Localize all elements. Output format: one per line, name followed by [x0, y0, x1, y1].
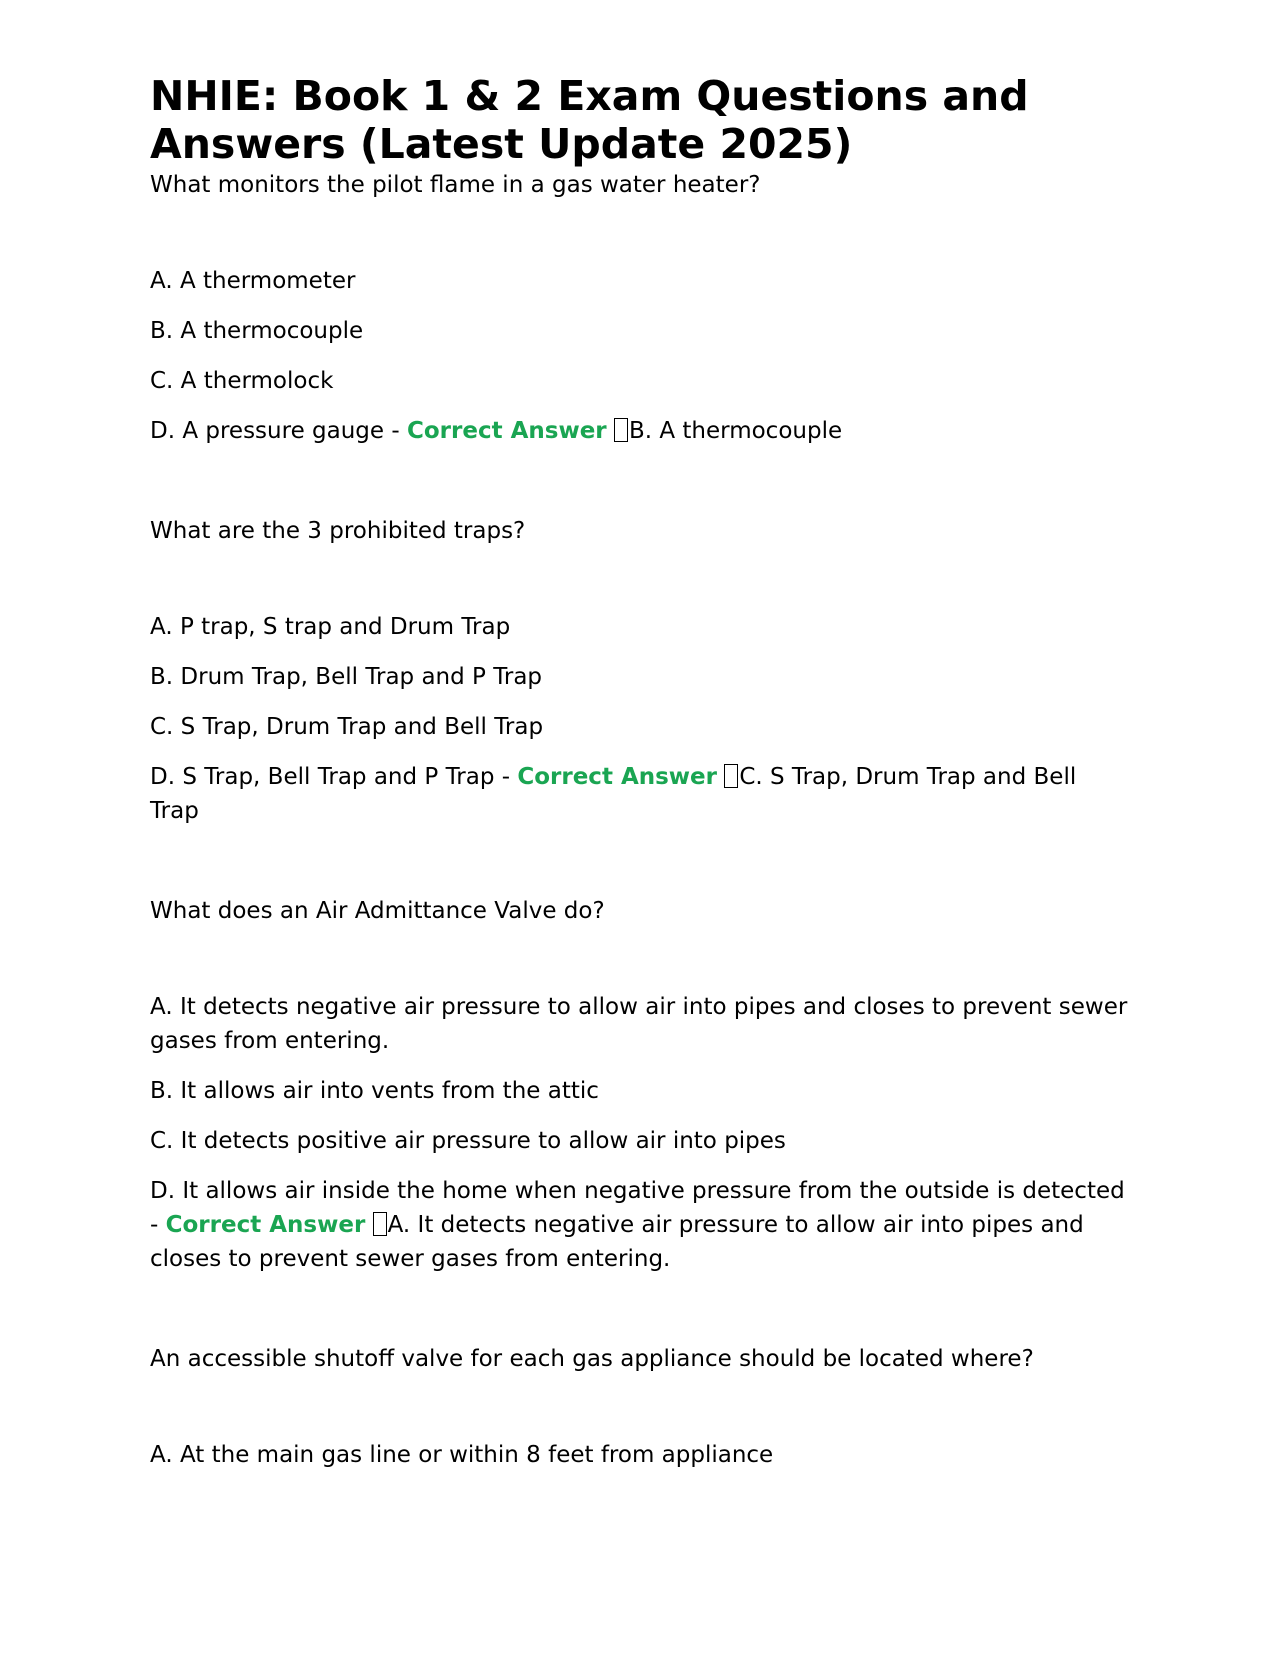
question-3: What does an Air Admittance Valve do?	[150, 898, 605, 924]
document-title: NHIE: Book 1 & 2 Exam Questions and Answers (Latest Update 2025)	[150, 72, 1029, 168]
q4-option-a: A. At the main gas line or within 8 feet from appliance	[150, 1442, 774, 1468]
q2-option-a: A. P trap, S trap and Drum Trap	[150, 614, 511, 640]
missing-glyph-icon	[614, 418, 628, 442]
q3-option-d	[150, 1174, 1130, 1276]
q1-option-d	[150, 414, 1130, 448]
question-1: What monitors the pilot flame in a gas water heater?	[150, 172, 761, 198]
question-2: What are the 3 prohibited traps?	[150, 518, 526, 544]
q2-correct-label: Correct Answer	[517, 764, 717, 790]
q3-answer: A. It detects negative air pressure to allow air into pipes and closes to prevent sewer gases from entering.	[150, 1212, 1084, 1272]
q1-option-d-text: D. A pressure gauge -	[150, 418, 407, 444]
q1-option-c: C. A thermolock	[150, 368, 334, 394]
q2-option-c: C. S Trap, Drum Trap and Bell Trap	[150, 714, 544, 740]
q3-option-c: C. It detects positive air pressure to allow air into pipes	[150, 1128, 786, 1154]
question-4: An accessible shutoff valve for each gas appliance should be located where?	[150, 1346, 1034, 1372]
q3-correct-label: Correct Answer	[165, 1212, 366, 1238]
q3-option-b: B. It allows air into vents from the attic	[150, 1078, 599, 1104]
missing-glyph-icon	[373, 1212, 387, 1236]
q1-option-b: B. A thermocouple	[150, 318, 364, 344]
q2-option-d	[150, 760, 1130, 828]
document-page	[150, 72, 1130, 1488]
q2-answer: C. S Trap, Drum Trap and Bell Trap	[150, 764, 1077, 824]
missing-glyph-icon	[724, 764, 738, 788]
q1-correct-label: Correct Answer	[406, 418, 607, 444]
q1-option-a: A. A thermometer	[150, 268, 356, 294]
q3-option-a: A. It detects negative air pressure to allow air into pipes and closes to prevent sewer gases from entering.	[150, 994, 1128, 1054]
q3-option-d-text: D. It allows air inside the home when negative pressure from the outside is detected -	[150, 1178, 1125, 1238]
q2-option-d-text: D. S Trap, Bell Trap and P Trap -	[150, 764, 518, 790]
q1-answer: B. A thermocouple	[628, 418, 843, 444]
q2-option-b: B. Drum Trap, Bell Trap and P Trap	[150, 664, 543, 690]
